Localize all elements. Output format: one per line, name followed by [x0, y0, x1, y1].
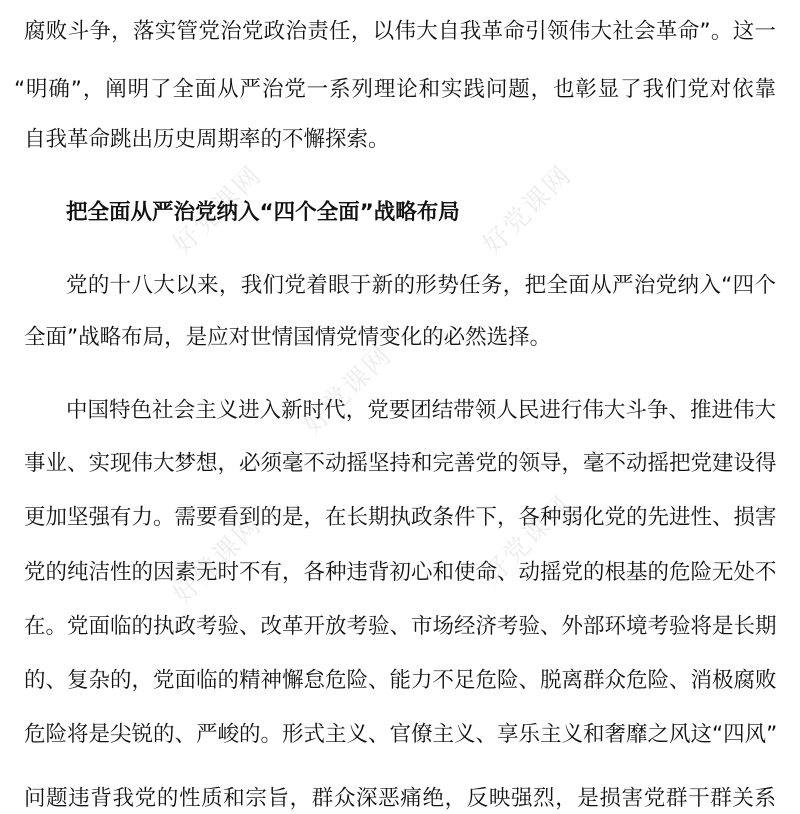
paragraph-line: 的、复杂的，党面临的精神懈怠危险、能力不足危险、脱离群众危险、消极腐败	[24, 668, 777, 693]
paragraph-line: 自我革命跳出历史周期率的不懈探索。	[24, 127, 390, 152]
watermark-text: 好党课网	[167, 160, 268, 261]
paragraph-line: 危险将是尖锐的、严峻的。形式主义、官僚主义、享乐主义和奢靡之风这“四风”	[24, 722, 778, 747]
paragraph-line: 党的十八大以来，我们党着眼于新的形势任务，把全面从严治党纳入“四个	[66, 273, 776, 298]
paragraph-line: “明确”，阐明了全面从严治党一系列理论和实践问题，也彰显了我们党对依靠	[14, 77, 776, 102]
paragraph-line: 更加坚强有力。需要看到的是，在长期执政条件下，各种弱化党的先进性、损害	[24, 505, 777, 530]
paragraph-line: 问题违背我党的性质和宗旨，群众深恶痛绝，反映强烈，是损害党群干群关系	[24, 786, 776, 811]
paragraph-line: 腐败斗争，落实管党治党政治责任，以伟大自我革命引领伟大社会革命”。这一	[24, 19, 776, 44]
paragraph-line: 事业、实现伟大梦想，必须毫不动摇坚持和完善党的领导，毫不动摇把党建设得	[24, 451, 777, 476]
section-heading: 把全面从严治党纳入“四个全面”战略布局	[66, 200, 460, 225]
watermark-text: 好党课网	[477, 160, 578, 261]
watermark-text: 好党课网	[167, 510, 268, 611]
paragraph-line: 中国特色社会主义进入新时代，党要团结带领人民进行伟大斗争、推进伟大	[66, 398, 776, 423]
watermark-text: 好党课网	[297, 340, 398, 441]
paragraph-line: 全面”战略布局，是应对世情国情党情变化的必然选择。	[24, 325, 552, 350]
watermark-text: 好党课网	[477, 490, 578, 591]
paragraph-line: 在。党面临的执政考验、改革开放考验、市场经济考验、外部环境考验将是长期	[24, 614, 777, 639]
paragraph-line: 党的纯洁性的因素无时不有，各种违背初心和使命、动摇党的根基的危险无处不	[24, 560, 777, 585]
